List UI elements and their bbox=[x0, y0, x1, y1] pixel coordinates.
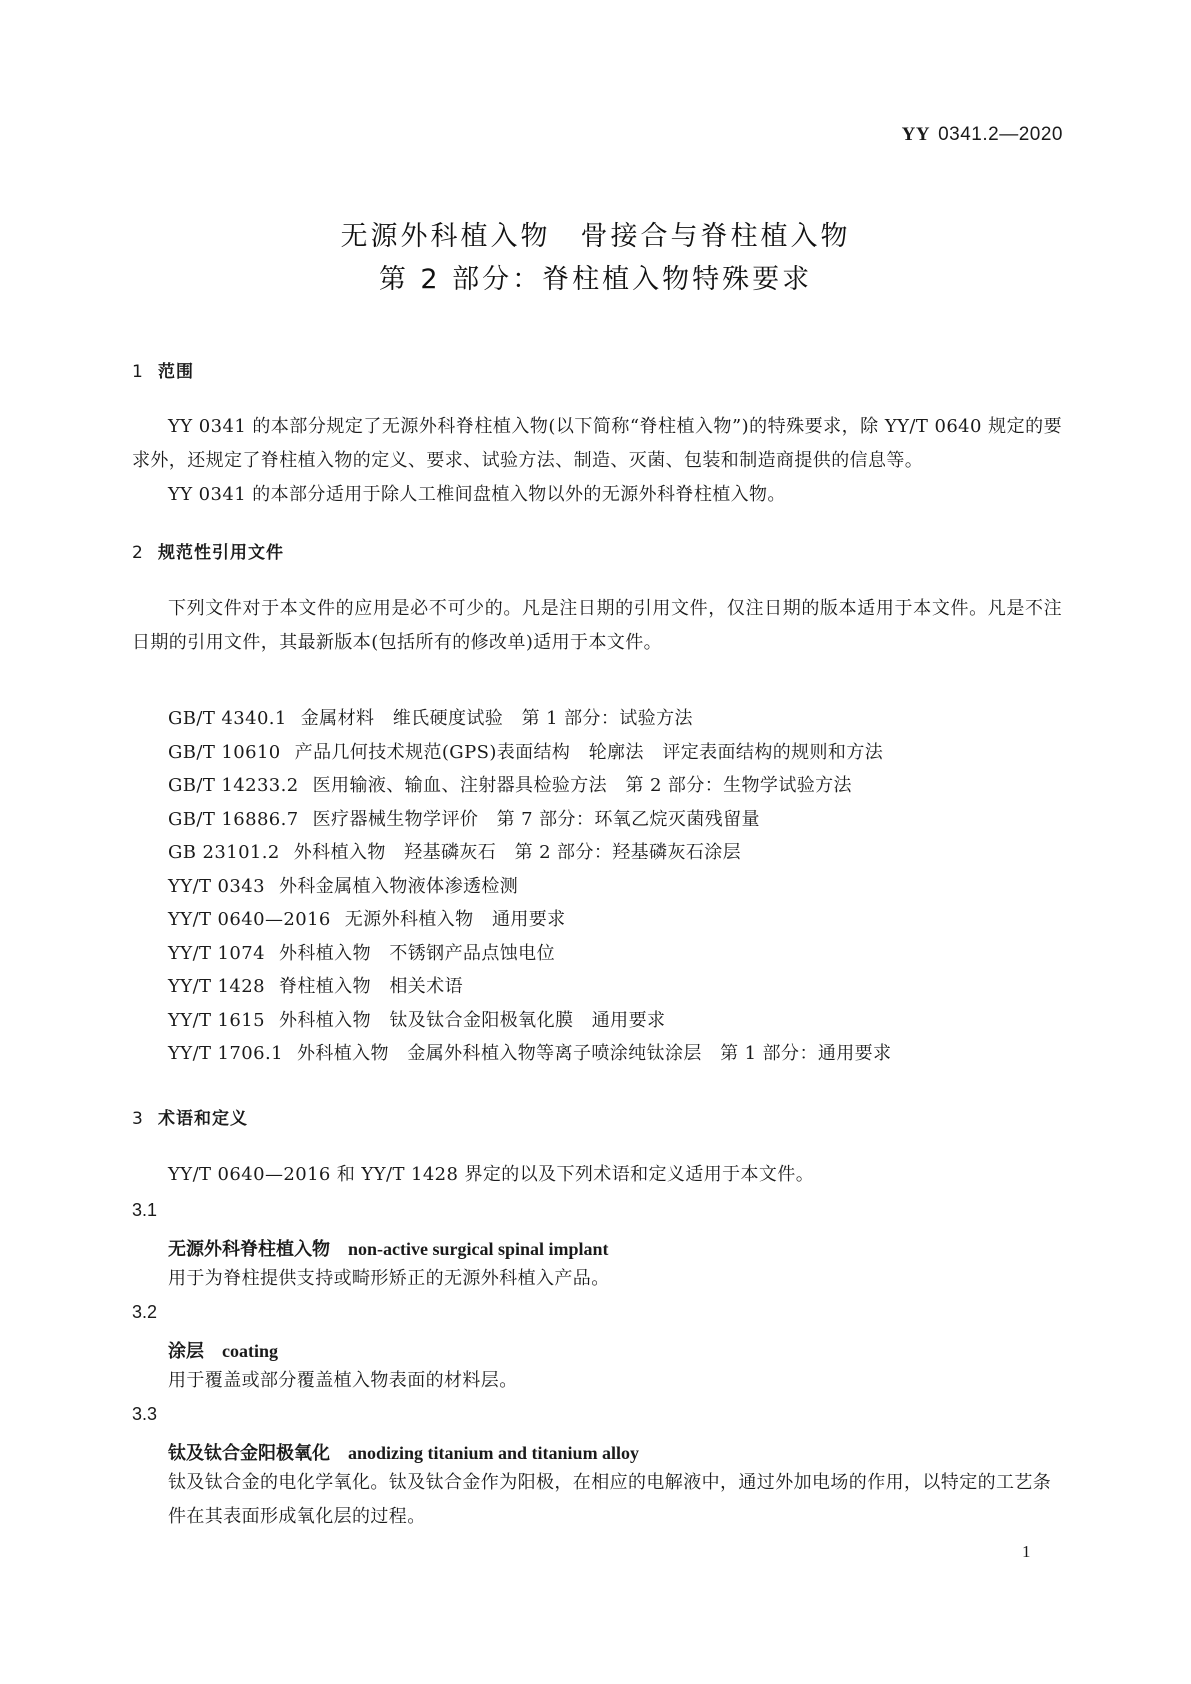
reference-title: 外科植入物 金属外科植入物等离子喷涂纯钛涂层 第 1 部分：通用要求 bbox=[296, 1043, 892, 1064]
section-2-heading bbox=[132, 538, 284, 563]
term-en: non-active surgical spinal implant bbox=[348, 1239, 609, 1259]
reference-code: GB 23101.2 bbox=[168, 842, 280, 863]
term-zh: 涂层 bbox=[168, 1341, 204, 1362]
reference-code: YY/T 1615 bbox=[168, 1009, 265, 1031]
standard-number bbox=[902, 124, 1063, 146]
reference-item bbox=[168, 903, 891, 937]
term-en: coating bbox=[222, 1341, 278, 1361]
normative-references-intro: 下列文件对于本文件的应用是必不可少的。凡是注日期的引用文件，仅注日期的版本适用于本文件。凡是不注日期的引用文件，其最新版本(包括所有的修改单)适用于本文件。 bbox=[132, 598, 1062, 653]
section-title: 范围 bbox=[158, 362, 194, 382]
reference-code: YY/T 1706.1 bbox=[168, 1043, 283, 1064]
term-title bbox=[168, 1235, 609, 1261]
section-1-heading bbox=[132, 357, 194, 382]
standard-code: 0341.2—2020 bbox=[938, 124, 1063, 145]
document-title-line1: 无源外科植入物 骨接合与脊柱植入物 bbox=[340, 221, 851, 252]
term-zh: 无源外科脊柱植入物 bbox=[168, 1239, 330, 1260]
reference-item bbox=[168, 702, 891, 736]
reference-code: YY/T 1428 bbox=[168, 976, 265, 997]
reference-item bbox=[168, 870, 891, 904]
section-number: 2 bbox=[132, 543, 144, 563]
reference-title: 产品几何技术规范(GPS)表面结构 轮廓法 评定表面结构的规则和方法 bbox=[294, 741, 884, 763]
reference-item bbox=[168, 836, 891, 870]
term-number: 3.1 bbox=[132, 1200, 158, 1220]
reference-title: 无源外科植入物 通用要求 bbox=[344, 909, 566, 930]
reference-item bbox=[168, 970, 891, 1004]
reference-title: 金属材料 维氏硬度试验 第 1 部分：试验方法 bbox=[300, 708, 693, 729]
reference-item bbox=[168, 1037, 891, 1071]
reference-title: 脊柱植入物 相关术语 bbox=[278, 976, 463, 997]
reference-code: GB/T 4340.1 bbox=[168, 708, 287, 729]
term-definition: 用于覆盖或部分覆盖植入物表面的材料层。 bbox=[168, 1370, 518, 1391]
reference-list bbox=[168, 702, 891, 1071]
reference-title: 医疗器械生物学评价 第 7 部分：环氧乙烷灭菌残留量 bbox=[312, 808, 760, 830]
reference-title: 外科植入物 不锈钢产品点蚀电位 bbox=[278, 942, 555, 964]
standard-prefix: YY bbox=[901, 124, 931, 145]
reference-item bbox=[168, 803, 891, 837]
scope-paragraph-1: YY 0341 的本部分规定了无源外科脊柱植入物(以下简称“脊柱植入物”)的特殊要求，除 YY/T 0640 规定的要求外，还规定了脊柱植入物的定义、要求、试验方法、制造、灭菌、包装和制造商提供的信息等。 bbox=[132, 416, 1062, 471]
reference-item bbox=[168, 736, 891, 770]
reference-code: YY/T 0640—2016 bbox=[168, 909, 331, 930]
document-title-line2: 第 2 部分：脊柱植入物特殊要求 bbox=[378, 264, 813, 295]
reference-code: GB/T 14233.2 bbox=[168, 775, 299, 796]
reference-item bbox=[168, 1004, 891, 1038]
term-zh: 钛及钛合金阳极氧化 bbox=[168, 1443, 330, 1464]
term-en: anodizing titanium and titanium alloy bbox=[348, 1443, 640, 1463]
reference-item bbox=[168, 769, 891, 803]
section-number: 1 bbox=[132, 362, 144, 382]
page-number: 1 bbox=[1022, 1542, 1031, 1561]
term-title bbox=[168, 1439, 639, 1465]
reference-code: YY/T 0343 bbox=[168, 875, 265, 897]
section-title: 术语和定义 bbox=[158, 1109, 248, 1129]
term-definition: 用于为脊柱提供支持或畸形矫正的无源外科植入产品。 bbox=[168, 1268, 610, 1289]
reference-title: 外科植入物 钛及钛合金阳极氧化膜 通用要求 bbox=[278, 1009, 666, 1031]
term-title bbox=[168, 1337, 278, 1363]
reference-item bbox=[168, 937, 891, 971]
reference-title: 外科植入物 羟基磷灰石 第 2 部分：羟基磷灰石涂层 bbox=[293, 842, 742, 863]
section-title: 规范性引用文件 bbox=[158, 543, 284, 563]
reference-code: GB/T 16886.7 bbox=[168, 808, 299, 830]
section-number: 3 bbox=[132, 1109, 144, 1129]
scope-paragraph-2: YY 0341 的本部分适用于除人工椎间盘植入物以外的无源外科脊柱植入物。 bbox=[168, 484, 786, 505]
section-3-heading bbox=[132, 1104, 248, 1129]
term-number: 3.2 bbox=[132, 1302, 158, 1322]
reference-title: 外科金属植入物液体渗透检测 bbox=[278, 875, 519, 897]
reference-code: YY/T 1074 bbox=[168, 942, 265, 964]
reference-code: GB/T 10610 bbox=[168, 741, 281, 763]
terms-intro: YY/T 0640—2016 和 YY/T 1428 界定的以及下列术语和定义适用于本文件。 bbox=[168, 1164, 815, 1185]
term-number: 3.3 bbox=[132, 1404, 158, 1424]
reference-title: 医用输液、输血、注射器具检验方法 第 2 部分：生物学试验方法 bbox=[312, 775, 852, 796]
term-definition: 钛及钛合金的电化学氧化。钛及钛合金作为阳极，在相应的电解液中，通过外加电场的作用，以特定的工艺条件在其表面形成氧化层的过程。 bbox=[168, 1472, 1052, 1527]
